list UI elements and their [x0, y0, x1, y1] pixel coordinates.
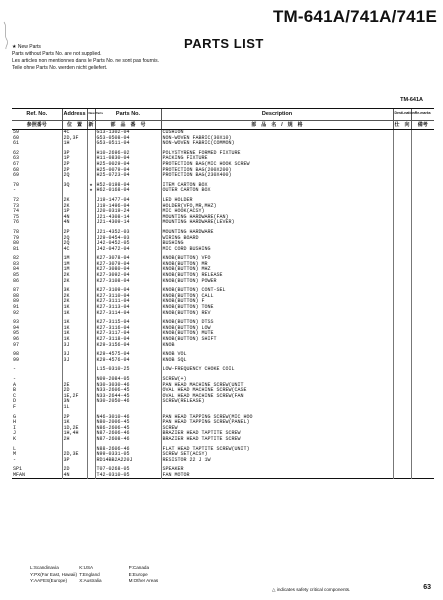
description-cell: KNOB: [161, 343, 393, 349]
address-cell: 2P: [62, 230, 87, 236]
col-new-parts: New Parts: [87, 109, 95, 121]
col-address: Address: [62, 109, 87, 121]
ref-no-cell: M: [13, 451, 17, 458]
description-cell: PROTECTION BAG(230X400): [161, 173, 393, 179]
description-cell: MOUNTING HARDWARE(LEVER): [161, 220, 393, 226]
description-cell: BUSHING: [161, 241, 393, 247]
description-cell: POLYSTYRENE FORMED FIXTURE: [161, 151, 393, 157]
description-cell: MOUNTING HARDWARE: [161, 230, 393, 236]
page-title: PARTS LIST: [184, 36, 264, 51]
address-cell: 2P: [62, 415, 87, 421]
parts-no-cell: K27-3116-04: [95, 326, 161, 332]
parts-no-cell: N33-2606-45: [95, 388, 161, 394]
ref-no-cell: 82: [13, 255, 20, 262]
ref-no-cell: B: [13, 387, 17, 394]
ref-no-cell: -: [13, 187, 17, 194]
description-cell: KNOB(BUTTON) F: [161, 299, 393, 305]
ref-no-cell: 97: [13, 341, 20, 348]
parts-no-cell: K27-3113-04: [95, 305, 161, 311]
ref-no-cell: J: [13, 430, 17, 437]
parts-no-cell: K29-4576-04: [95, 358, 161, 364]
address-cell: 1P: [62, 156, 87, 162]
ref-no-cell: 93: [13, 319, 20, 326]
ref-no-cell: C: [13, 392, 17, 399]
parts-no-cell: L15-0310-25: [95, 367, 161, 373]
ref-no-cell: 91: [13, 304, 20, 311]
address-cell: 2H: [62, 437, 87, 443]
parts-no-cell: N87-2606-46: [95, 431, 161, 437]
description-cell: MIC CORD BUSHING: [161, 247, 393, 253]
parts-no-cell: K29-4575-04: [95, 352, 161, 358]
dest-code-row: [30, 578, 177, 585]
binding-mark-icon: [2, 20, 10, 50]
ref-no-cell: 95: [13, 330, 20, 337]
col-destination: Desti-nation: [393, 109, 411, 121]
address-cell: 1K: [62, 326, 87, 332]
address-cell: 1K: [62, 420, 87, 426]
ref-no-cell: 79: [13, 234, 20, 241]
description-cell: KNOB(BUTTON) TONE: [161, 305, 393, 311]
col-description-jp: 部 品 名 / 規 格: [161, 121, 393, 130]
parts-no-cell: J42-0472-04: [95, 247, 161, 253]
parts-no-cell: H11-0830-04: [95, 156, 161, 162]
description-cell: NON-WOVEN FABRIC(COMMON): [161, 141, 393, 147]
description-cell: PAN HEAD MACHINE SCREW(UNIT: [161, 383, 393, 389]
parts-no-cell: N88-2606-46: [95, 447, 161, 453]
parts-no-cell: K27-3108-04: [95, 279, 161, 285]
parts-no-cell: K27-3078-04: [95, 256, 161, 262]
address-cell: 4N: [62, 473, 87, 479]
ref-no-cell: -: [13, 456, 17, 463]
description-cell: MIC HOOK(ACSY): [161, 209, 393, 215]
col-parts-no-jp: 部 品 番 号: [95, 121, 161, 130]
description-cell: PAN HEAD TAPPING SCREW(PANEL): [161, 420, 393, 426]
description-cell: KNOB(BUTTON) MHZ: [161, 267, 393, 273]
address-cell: 4N: [62, 215, 87, 221]
ref-no-cell: SP1: [13, 466, 23, 473]
description-cell: PACKING FIXTURE: [161, 156, 393, 162]
ref-no-cell: 74: [13, 208, 20, 215]
address-cell: 1E,2F: [62, 394, 87, 400]
description-cell: FLAT HEAD TAPTITE SCREW(UNIT): [161, 447, 393, 453]
description-cell: KNOB(BUTTON) RELEASE: [161, 273, 393, 279]
description-cell: KNOB(BUTTON) CONT-SEL: [161, 288, 393, 294]
address-cell: 3P: [62, 151, 87, 157]
description-cell: LED HOLDER: [161, 198, 393, 204]
description-cell: KNOB(BUTTON) MUTE: [161, 331, 393, 337]
ref-no-cell: 75: [13, 213, 20, 220]
description-cell: KNOB(BUTTON) VFO: [161, 256, 393, 262]
parts-no-cell: G53-0511-04: [95, 141, 161, 147]
parts-no-cell: N30-2050-46: [95, 399, 161, 405]
note-new-parts: ★ New Parts: [12, 44, 41, 50]
ref-no-cell: 70: [13, 181, 20, 188]
parts-no-cell: J21-4309-14: [95, 220, 161, 226]
page-number: 63: [423, 584, 431, 591]
ref-no-cell: 83: [13, 260, 20, 267]
header-row: [12, 109, 434, 121]
ref-no-cell: 59: [13, 129, 20, 135]
address-cell: 2Q: [62, 241, 87, 247]
description-cell: CUSHION: [161, 130, 393, 136]
ref-no-cell: 85: [13, 272, 20, 279]
ref-no-cell: 68: [13, 166, 20, 173]
ref-no-cell: 60: [13, 134, 20, 141]
ref-no-cell: 94: [13, 324, 20, 331]
ref-no-cell: F: [13, 403, 17, 410]
parts-no-cell: K29-3156-04: [95, 343, 161, 349]
dest-code: Y:PX(Far East, Hawaii): [30, 571, 77, 577]
ref-no-cell: 88: [13, 292, 20, 299]
address-cell: 4C: [62, 247, 87, 253]
description-cell: BRAZIER HEAD TAPTITE SCREW: [161, 431, 393, 437]
dest-code: T:England: [79, 571, 100, 577]
parts-no-cell: K27-3114-04: [95, 311, 161, 317]
address-cell: 2D: [62, 388, 87, 394]
ref-no-cell: 99: [13, 356, 20, 363]
ref-no-cell: I: [13, 424, 17, 431]
address-cell: 2D,3F: [62, 136, 87, 142]
ref-no-cell: 89: [13, 298, 20, 305]
ref-no-cell: K: [13, 435, 17, 442]
new-parts-cell: ★: [87, 183, 95, 189]
description-cell: MOUNTING HARDWARE(FAN): [161, 215, 393, 221]
description-cell: ITEM CARTON BOX: [161, 183, 393, 189]
parts-table-body: [12, 130, 434, 479]
parts-no-cell: K27-3111-04: [95, 299, 161, 305]
ref-no-cell: D: [13, 398, 17, 405]
address-cell: 2E: [62, 383, 87, 389]
ref-no-cell: 80: [13, 240, 20, 247]
notes-block: [12, 44, 159, 72]
address-cell: 1P: [62, 209, 87, 215]
ref-no-cell: 76: [13, 219, 20, 226]
parts-no-cell: J19-1496-04: [95, 204, 161, 210]
ref-no-cell: G: [13, 413, 17, 420]
col-destination-jp: 仕 向: [394, 122, 410, 128]
description-cell: PROTECTION BAG(MIC HOOK SCREW: [161, 162, 393, 168]
address-cell: 1K: [62, 305, 87, 311]
address-cell: 3P: [62, 458, 87, 464]
ref-no-cell: MFAN: [13, 471, 26, 478]
description-cell: KNOB(BUTTON) LOW: [161, 326, 393, 332]
description-cell: KNOB SQL: [161, 358, 393, 364]
address-cell: 1K: [62, 337, 87, 343]
ref-no-cell: 62: [13, 149, 20, 156]
parts-no-cell: H52-0198-04: [95, 183, 161, 189]
description-cell: OUTER CARTON BOX: [161, 188, 393, 194]
ref-no-cell: -: [13, 375, 17, 382]
parts-no-cell: J42-0452-05: [95, 241, 161, 247]
description-cell: KNOB(BUTTON) SHIFT: [161, 337, 393, 343]
ref-no-cell: 86: [13, 277, 20, 284]
description-cell: SCREW(+): [161, 377, 393, 383]
address-cell: 1M: [62, 256, 87, 262]
parts-no-cell: J29-0454-03: [95, 236, 161, 242]
col-ref-jp: 参照番号: [12, 121, 62, 130]
parts-no-cell: K27-3110-04: [95, 294, 161, 300]
ref-no-cell: 96: [13, 336, 20, 342]
description-cell: OVAL HEAD MACHINE SCREW(FAN: [161, 394, 393, 400]
dest-code: L:Scandinavia: [30, 565, 59, 570]
address-cell: 1L: [62, 405, 87, 411]
col-description: Description: [161, 109, 393, 121]
description-cell: PROTECTION BAG(200X200): [161, 168, 393, 174]
description-cell: KNOB(BUTTON) MR: [161, 262, 393, 268]
address-cell: 3J: [62, 352, 87, 358]
parts-no-cell: J20-0319-24: [95, 209, 161, 215]
ref-no-cell: 61: [13, 140, 20, 147]
description-cell: OVAL HEAD MACHINE SCREW(CASE: [161, 388, 393, 394]
dest-code: Y:AAFES(Europe): [30, 578, 68, 583]
parts-no-cell: T42-0310-05: [95, 473, 161, 479]
ref-no-cell: 67: [13, 160, 20, 167]
ref-no-cell: 92: [13, 309, 20, 316]
parts-no-cell: H10-2696-02: [95, 151, 161, 157]
dest-code: P:Canada: [128, 565, 149, 570]
address-cell: 1D,2E: [62, 426, 87, 432]
ref-no-cell: 73: [13, 202, 20, 209]
address-cell: 2Q: [62, 236, 87, 242]
address-cell: 3K: [62, 288, 87, 294]
parts-table: [12, 108, 434, 479]
remarks-cell: [411, 473, 434, 479]
address-cell: 2K: [62, 204, 87, 210]
address-cell: 2P: [62, 162, 87, 168]
address-cell: 1K: [62, 311, 87, 317]
parts-no-cell: T07-0268-05: [95, 467, 161, 473]
ref-no-cell: 69: [13, 172, 20, 179]
address-cell: 2K: [62, 299, 87, 305]
col-remarks: Re-marks: [411, 109, 434, 121]
safety-note: △ indicates safety critical components.: [272, 587, 351, 592]
col-parts-no: Parts No.: [95, 109, 161, 121]
address-cell: 2P: [62, 168, 87, 174]
note-english: Parts without Parts No. are not supplied.: [12, 51, 102, 57]
col-address-jp: 位 置: [62, 121, 87, 130]
ref-no-cell: 84: [13, 266, 20, 273]
description-cell: FAN MOTOR: [161, 473, 393, 479]
address-cell: 3J: [62, 358, 87, 364]
parts-no-cell: G13-1302-04: [95, 130, 161, 136]
note-german: Teile ohne Parts No. werden nicht geliefert.: [12, 65, 108, 71]
parts-no-cell: G53-0508-04: [95, 136, 161, 142]
address-cell: 4C: [62, 130, 87, 136]
parts-no-cell: K27-3118-04: [95, 337, 161, 343]
sub-model-label: TM-641A: [400, 97, 423, 103]
ref-no-cell: H: [13, 419, 17, 426]
description-cell: WIRING BOARD: [161, 236, 393, 242]
description-cell: KNOB(BUTTON) POWER: [161, 279, 393, 285]
note-french: Les articles non mentionnes dans le Parts No. ne sont pas fournis.: [12, 58, 160, 64]
description-cell: SCREW(RELEASE): [161, 399, 393, 405]
description-cell: SPEAKER: [161, 467, 393, 473]
ref-no-cell: 78: [13, 228, 20, 235]
parts-no-cell: K27-3080-04: [95, 267, 161, 273]
ref-no-cell: 87: [13, 287, 20, 294]
parts-no-cell: J21-4308-14: [95, 215, 161, 221]
parts-no-cell: N86-2606-45: [95, 426, 161, 432]
parts-no-cell: H25-0029-04: [95, 162, 161, 168]
ref-no-cell: -: [13, 366, 17, 373]
parts-no-cell: H25-0723-04: [95, 173, 161, 179]
new-parts-cell: [87, 473, 95, 479]
description-cell: SCREW SET(ACSY): [161, 452, 393, 458]
col-ref: Ref. No.: [12, 109, 62, 121]
parts-no-cell: K27-3092-04: [95, 273, 161, 279]
parts-no-cell: K27-3109-04: [95, 288, 161, 294]
header-row-japanese: [12, 121, 434, 130]
address-cell: 1M: [62, 267, 87, 273]
parts-no-cell: N80-2006-45: [95, 420, 161, 426]
parts-no-cell: N99-0331-05: [95, 452, 161, 458]
address-cell: 2Q: [62, 173, 87, 179]
parts-no-cell: N46-3010-46: [95, 415, 161, 421]
destination-codes: [30, 565, 177, 585]
ref-no-cell: 81: [13, 245, 20, 252]
model-title: TM-641A/741A/741E: [272, 7, 437, 26]
address-cell: 3Q: [62, 183, 87, 189]
address-cell: 2K: [62, 294, 87, 300]
address-cell: 1M: [62, 262, 87, 268]
ref-no-cell: 72: [13, 196, 20, 203]
address-cell: 1H,4H: [62, 431, 87, 437]
description-cell: KNOB VOL: [161, 352, 393, 358]
dest-code: X:Australia: [79, 578, 102, 583]
address-cell: 2K: [62, 279, 87, 285]
parts-no-cell: N09-2084-05: [95, 377, 161, 383]
dest-code: M:Other Areas: [128, 578, 159, 583]
parts-no-cell: J19-1477-04: [95, 198, 161, 204]
description-cell: HOLDER(VFO,MR,MHZ): [161, 204, 393, 210]
address-cell: 2D: [62, 467, 87, 473]
parts-no-cell: H25-0079-04: [95, 168, 161, 174]
address-cell: 3N: [62, 399, 87, 405]
destination-cell: [393, 473, 411, 479]
address-cell: 2K: [62, 273, 87, 279]
parts-no-cell: J21-4352-03: [95, 230, 161, 236]
description-cell: SCREW: [161, 426, 393, 432]
parts-no-cell: K27-3079-04: [95, 262, 161, 268]
ref-no-cell: A: [13, 381, 17, 388]
parts-no-cell: N33-2644-45: [95, 394, 161, 400]
parts-no-cell: K27-3115-04: [95, 320, 161, 326]
col-new-parts-jp: 新: [88, 122, 94, 128]
table-row: [12, 473, 434, 479]
address-cell: 1K: [62, 320, 87, 326]
dest-code: E:Europe: [128, 571, 148, 577]
new-parts-cell: ★: [87, 188, 95, 194]
description-cell: KNOB(BUTTON) DTSS: [161, 320, 393, 326]
address-cell: 4N: [62, 220, 87, 226]
address-cell: 3J: [62, 343, 87, 349]
col-remarks-jp: 備考: [411, 121, 434, 130]
address-cell: 1K: [62, 331, 87, 337]
address-cell: 1H: [62, 141, 87, 147]
address-cell: 2K: [62, 198, 87, 204]
parts-no-cell: N87-2608-46: [95, 437, 161, 443]
dest-code: K:USA: [79, 565, 94, 570]
parts-no-cell: K27-3117-04: [95, 331, 161, 337]
parts-no-cell: H62-0168-04: [95, 188, 161, 194]
description-cell: LOW-FREQUENCY CHOKE COIL: [161, 367, 393, 373]
address-cell: 2D,3E: [62, 452, 87, 458]
description-cell: NON-WOVEN FABRIC(30X10): [161, 136, 393, 142]
description-cell: KNOB(BUTTON) REV: [161, 311, 393, 317]
ref-no-cell: 98: [13, 351, 20, 358]
ref-no-cell: 63: [13, 155, 20, 162]
ref-no-cell: L: [13, 445, 17, 452]
description-cell: KNOB(BUTTON) CALL: [161, 294, 393, 300]
description-cell: PAN HEAD TAPPING SCREW(MIC HOO: [161, 415, 393, 421]
description-cell: RESISTOR 22 J 1W: [161, 458, 393, 464]
parts-no-cell: RD14BB2A220J: [95, 458, 161, 464]
parts-no-cell: N30-3030-46: [95, 383, 161, 389]
description-cell: BRAZIER HEAD TAPTITE SCREW: [161, 437, 393, 443]
